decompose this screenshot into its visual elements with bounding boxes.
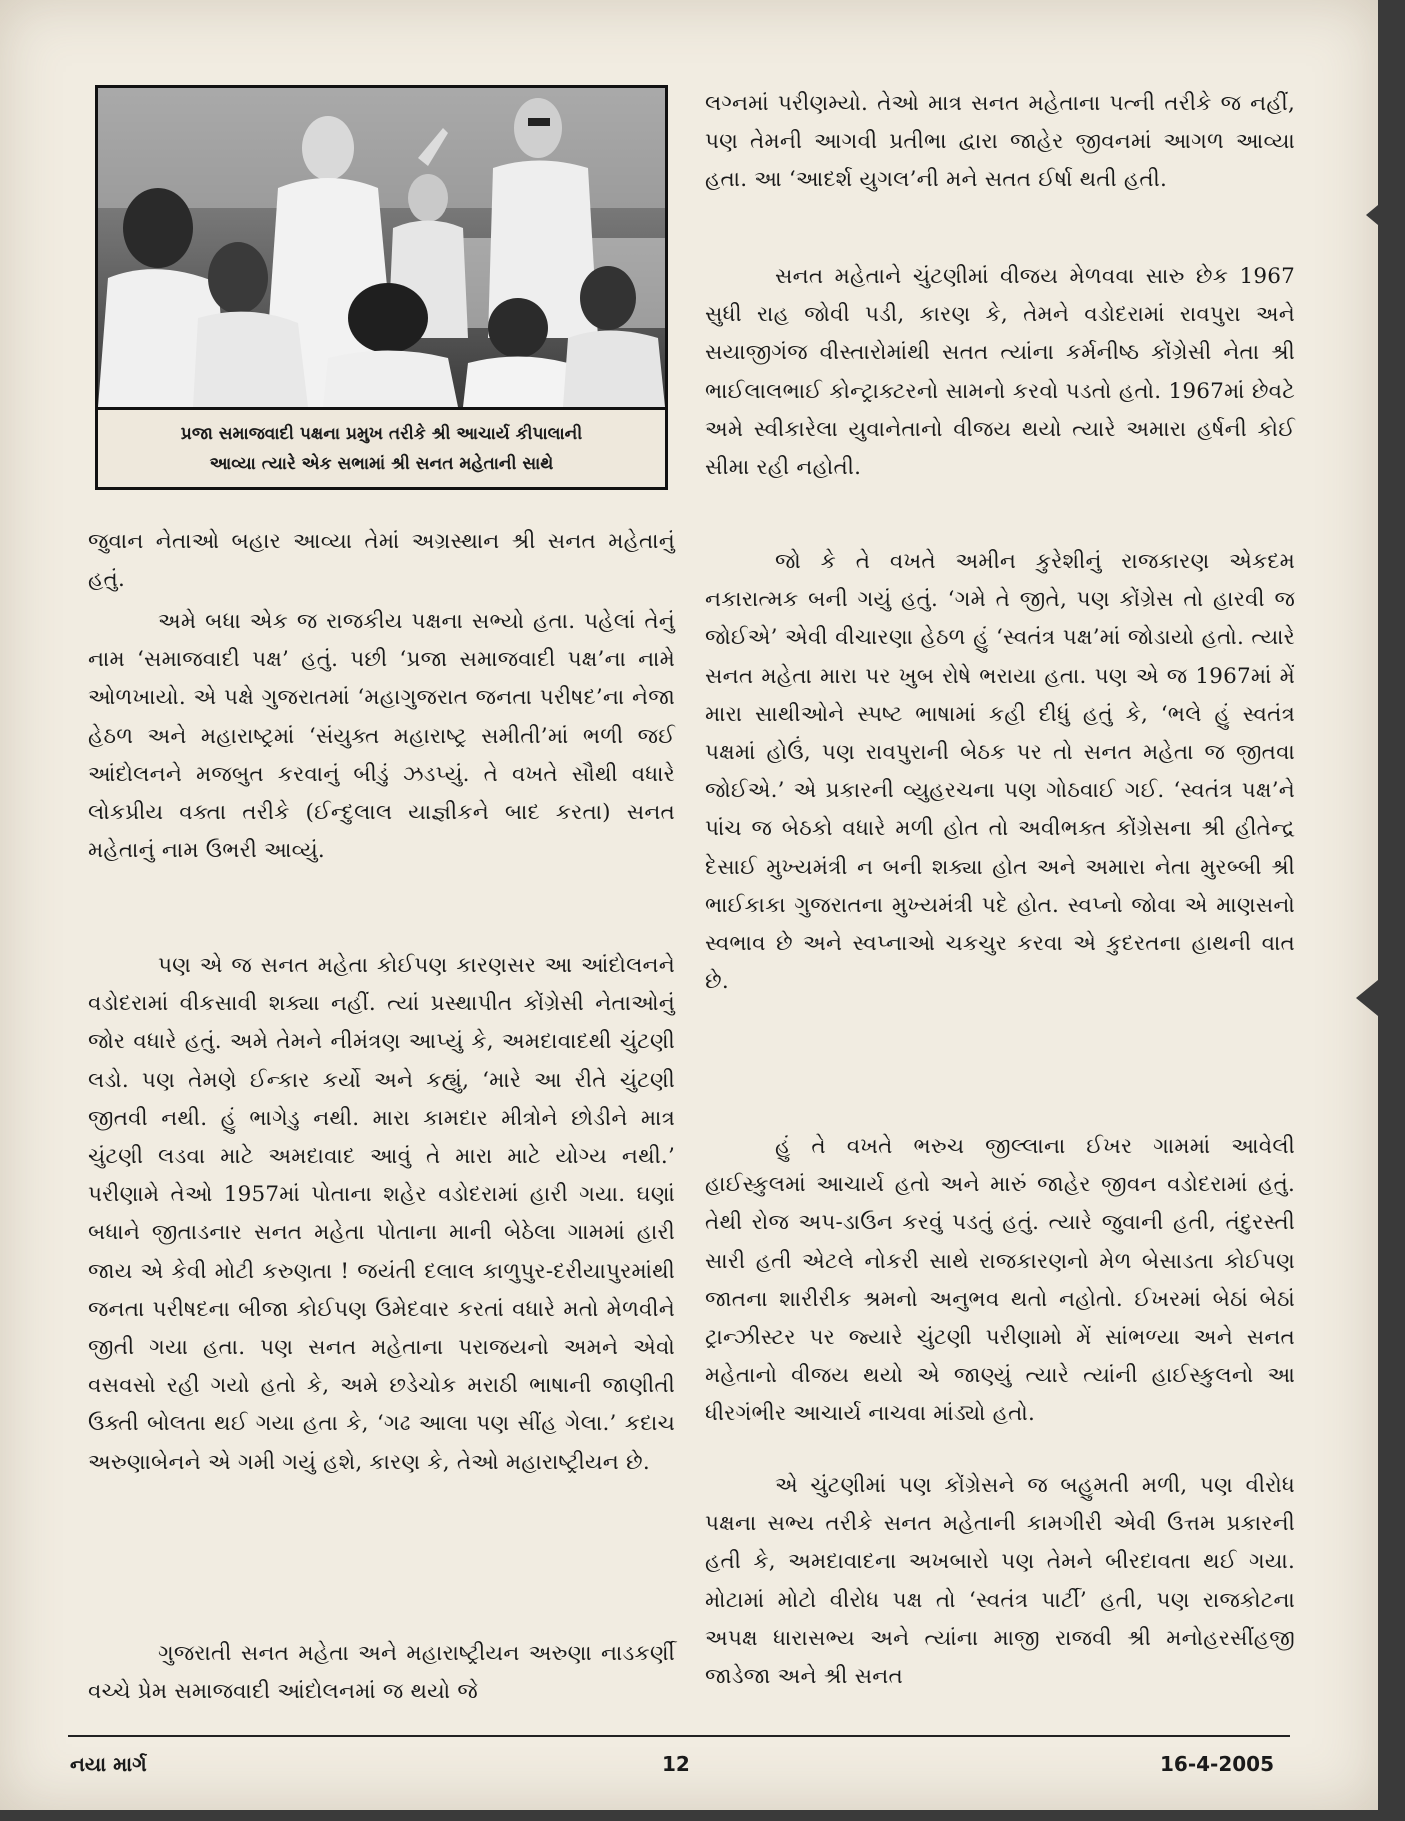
issue-date: 16-4-2005 [1160, 1752, 1275, 1776]
right-paragraph-1: લગ્નમાં પરીણમ્યો. તેઓ માત્ર સનત મહેતાના પત્ની તરીકે જ નહીં, પણ તેમની આગવી પ્રતીભા દ્વારા જાહેર જીવનમાં આગળ આવ્યા હતા. આ ‘આદર્શ યુગલ’ની મને સતત ઈર્ષા થતી હતી. [705, 91, 1295, 193]
torn-edge-mark [1366, 205, 1378, 225]
photo-image [98, 88, 665, 407]
right-paragraph-2: સનત મહેતાને ચુંટણીમાં વીજય મેળવવા સારુ છેક 1967 સુધી રાહ જોવી પડી, કારણ કે, તેમને વડોદરામાં રાવપુરા અને સયાજીગંજ વીસ્તારોમાંથી સતત ત્યાંના કર્મનીષ્ઠ કોંગ્રેસી નેતા શ્રી ભાઈલાલભાઈ કોન્ટ્રાક્ટરનો સામનો કરવો પડતો હતો. 1967માં છેવટે અમે સ્વીકારેલા યુવાનેતાનો વીજય થયો ત્યારે અમારા હર્ષની કોઈ સીમા રહી નહોતી. [705, 264, 1295, 481]
page-number: 12 [662, 1752, 690, 1776]
right-paragraph-4: હું તે વખતે ભરુચ જીલ્લાના ઈખર ગામમાં આવેલી હાઈસ્કુલમાં આચાર્ય હતો અને મારું જાહેર જીવન વડોદરામાં હતું. તેથી રોજ અપ-ડાઉન કરવું પડતું હતું. ત્યારે જુવાની હતી, તંદુરસ્તી સારી હતી એટલે નોકરી સાથે રાજકારણનો મેળ બેસાડતા કોઈપણ જાતના શારીરીક શ્રમનો અનુભવ થતો નહોતો. ઈખરમાં બેઠાં બેઠાં ટ્રાન્ઝીસ્ટર પર જ્યારે ચુંટણી પરીણામો મેં સાંભળ્યા અને સનત મહેતાનો વીજય થયો એ જાણ્યું ત્યારે ત્યાંની હાઈસ્કુલનો આ ધીરગંભીર આચાર્ય નાચવા માંડ્યો હતો. [705, 1134, 1296, 1427]
right-paragraph-3: જો કે તે વખતે અમીન કુરેશીનું રાજકારણ એકદમ નકારાત્મક બની ગયું હતું. ‘ગમે તે જીતે, પણ કોંગ્રેસ તો હારવી જ જોઈએ’ એવી વીચારણા હેઠળ હું ‘સ્વતંત્ર પક્ષ’માં જોડાયો હતો. ત્યારે સનત મહેતા મારા પર ખુબ રોષે ભરાયા હતા. પણ એ જ 1967માં મેં મારા સાથીઓને સ્પષ્ટ ભાષામાં કહી દીધું હતું કે, ‘ભલે હું સ્વતંત્ર પક્ષમાં હોઉં, પણ રાવપુરાની બેઠક પર તો સનત મહેતા જ જીતવા જોઈએ.’ એ પ્રકારની વ્યુહરચના પણ ગોઠવાઈ ગઈ. ‘સ્વતંત્ર પક્ષ’ને પાંચ જ બેઠકો વધારે મળી હોત તો અવીભક્ત કોંગ્રેસના શ્રી હીતેન્દ્ર દેસાઈ મુખ્યમંત્રી ન બની શક્યા હોત અને અમારા નેતા મુરબ્બી શ્રી ભાઈકાકા ગુજરાતના મુખ્યમંત્રી પદે હોત. સ્વપ્નો જોવા એ માણસનો સ્વભાવ છે અને સ્વપ્નાઓ ચકચુર કરવા એ કુદરતના હાથની વાત છે. [705, 549, 1295, 995]
news-photo [95, 85, 668, 410]
photo-caption [95, 410, 668, 490]
right-paragraph-5: એ ચુંટણીમાં પણ કોંગ્રેસને જ બહુમતી મળી, પણ વીરોધ પક્ષના સભ્ય તરીકે સનત મહેતાની કામગીરી એવી ઉત્તમ પ્રકારની હતી કે, અમદાવાદના અખબારો પણ તેમને બીરદાવતા થઈ ગયા. મોટામાં મોટો વીરોધ પક્ષ તો ‘સ્વતંત્ર પાર્ટી’ હતી, પણ રાજકોટના અપક્ષ ધારાસભ્ય અને ત્યાંના માજી રાજવી શ્રી મનોહરસીંહજી જાડેજા અને શ્રી સનત [705, 1473, 1295, 1690]
left-paragraph-2: અમે બધા એક જ રાજકીય પક્ષના સભ્યો હતા. પહેલાં તેનું નામ ‘સમાજવાદી પક્ષ’ હતું. પછી ‘પ્રજા સમાજવાદી પક્ષ’ના નામે ઓળખાયો. એ પક્ષે ગુજરાતમાં ‘મહાગુજરાત જનતા પરીષદ’ના નેજા હેઠળ અને મહારાષ્ટ્રમાં ‘સંયુક્ત મહારાષ્ટ્ર સમીતી’માં ભળી જઈ આંદોલનને મજબુત કરવાનું બીડું ઝડપ્યું. તે વખતે સૌથી વધારે લોકપ્રીય વક્તા તરીકે (ઈન્દુલાલ યાજ્ઞીકને બાદ કરતા) સનત મહેતાનું નામ ઉભરી આવ્યું. [88, 609, 675, 864]
caption-line-1: પ્રજા સમાજવાદી પક્ષના પ્રમુખ તરીકે શ્રી આચાર્ય કીપાલાની [180, 423, 583, 444]
left-paragraph-1: જુવાન નેતાઓ બહાર આવ્યા તેમાં અગ્રસ્થાન શ્રી સનત મહેતાનું હતું. [88, 529, 675, 593]
footer-rule [68, 1735, 1290, 1737]
caption-line-2: આવ્યા ત્યારે એક સભામાં શ્રી સનત મહેતાની સાથે [209, 453, 554, 474]
torn-edge-mark [1356, 980, 1378, 1016]
publication-name: નયા માર્ગ [70, 1752, 147, 1776]
left-paragraph-3: પણ એ જ સનત મહેતા કોઈપણ કારણસર આ આંદોલનને વડોદરામાં વીકસાવી શક્યા નહીં. ત્યાં પ્રસ્થાપીત કોંગ્રેસી નેતાઓનું જોર વધારે હતું. અમે તેમને નીમંત્રણ આપ્યું કે, અમદાવાદથી ચુંટણી લડો. પણ તેમણે ઈન્કાર કર્યો અને કહ્યું, ‘મારે આ રીતે ચુંટણી જીતવી નથી. હું ભાગેડુ નથી. મારા કામદાર મીત્રોને છોડીને માત્ર ચુંટણી લડવા માટે અમદાવાદ આવું તે મારા માટે યોગ્ય નથી.’ પરીણામે તેઓ 1957માં પોતાના શહેર વડોદરામાં હારી ગયા. ઘણાં બધાને જીતાડનાર સનત મહેતા પોતાના માની બેઠેલા ગામમાં હારી જાય એ કેવી મોટી કરુણતા ! જયંતી દલાલ કાળુપુર-દરીયાપુરમાંથી જનતા પરીષદના બીજા કોઈપણ ઉમેદવાર કરતાં વધારે મતો મેળવીને જીતી ગયા હતા. પણ સનત મહેતાના પરાજયનો અમને એવો વસવસો રહી ગયો હતો કે, અમે છડેચોક મરાઠી ભાષાની જાણીતી ઉક્તી બોલતા થઈ ગયા હતા કે, ‘ગઢ આલા પણ સીંહ ગેલા.’ કદાચ અરુણાબેનને એ ગમી ગયું હશે, કારણ કે, તેઓ મહારાષ્ટ્રીયન છે. [88, 953, 675, 1475]
left-paragraph-4: ગુજરાતી સનત મહેતા અને મહારાષ્ટ્રીયન અરુણા નાડકર્ણી વચ્ચે પ્રેમ સમાજવાદી આંદોલનમાં જ થયો જે [88, 1641, 675, 1705]
